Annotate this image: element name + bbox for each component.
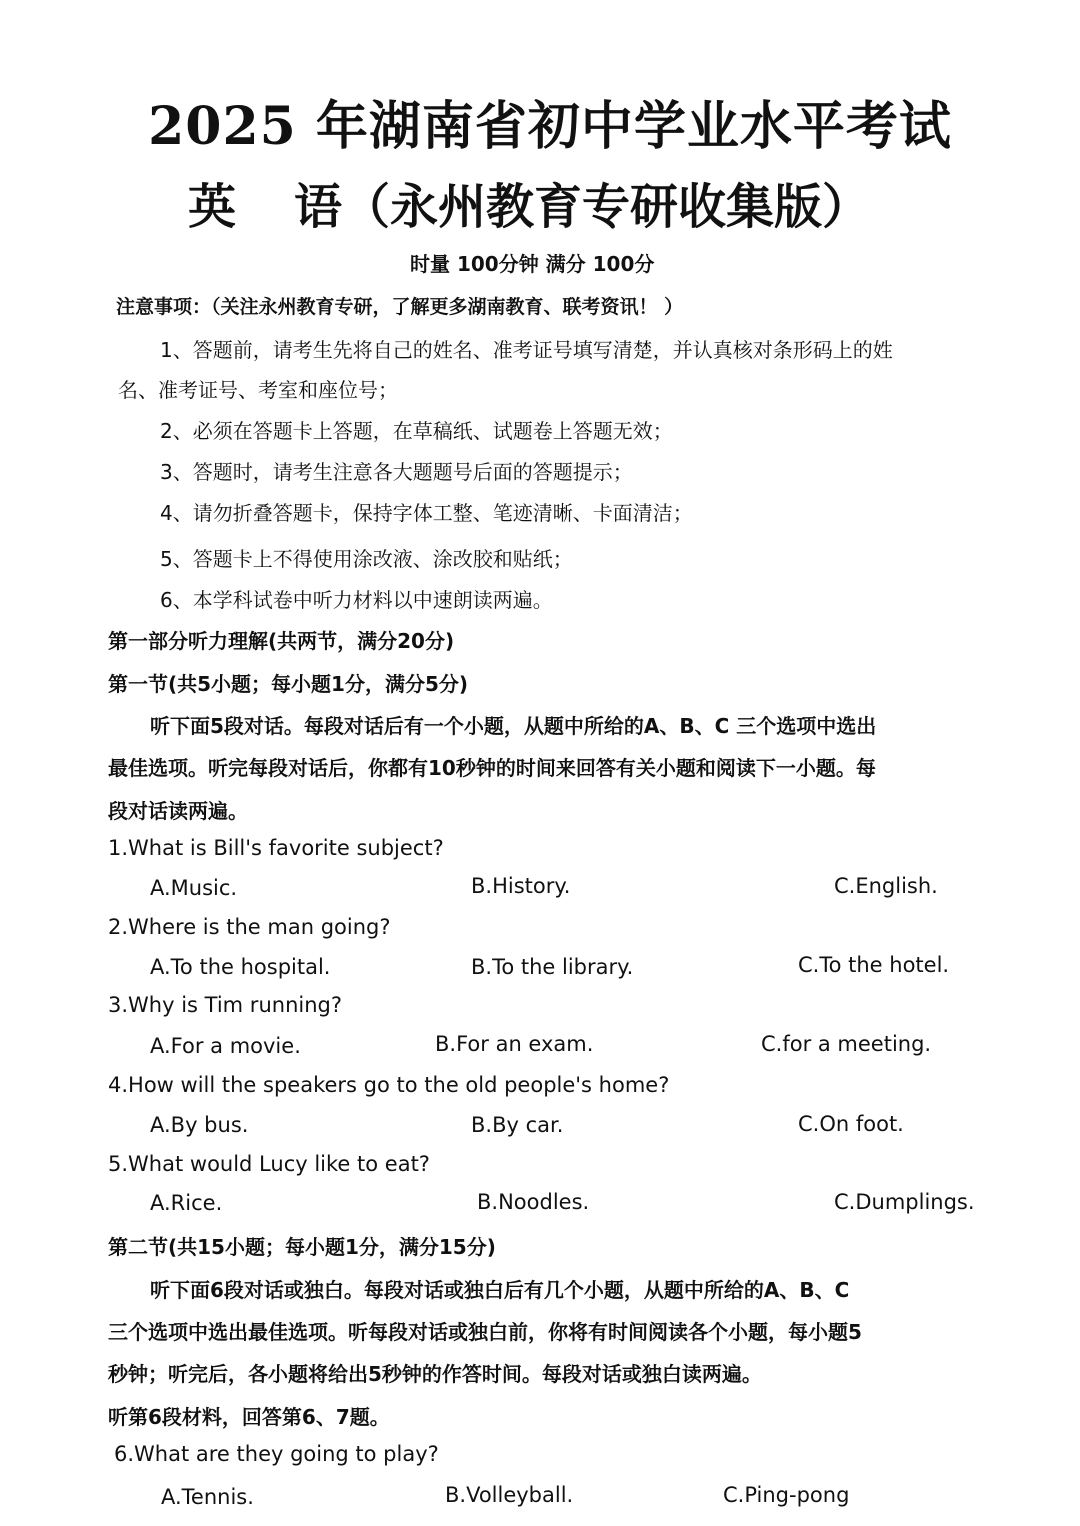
option-c: C.for a meeting. bbox=[761, 1032, 932, 1056]
option-a: A.Music. bbox=[150, 876, 238, 900]
note-item: 3、答题时，请考生注意各大题题号后面的答题提示； bbox=[160, 460, 633, 484]
option-c: C.On foot. bbox=[798, 1112, 904, 1136]
option-c: C.To the hotel. bbox=[798, 953, 950, 977]
subject-edition: 语（永州教育专研收集版） bbox=[294, 179, 871, 235]
note-item: 4、请勿折叠答题卡，保持字体工整、笔迹清晰、卡面清洁； bbox=[160, 501, 693, 525]
exam-title: 2025 年湖南省初中学业水平考试 bbox=[148, 96, 952, 157]
option-a: A.To the hospital. bbox=[150, 955, 331, 979]
part1-heading: 第一部分听力理解(共两节，满分20分) bbox=[108, 629, 455, 653]
note-item: 2、必须在答题卡上答题，在草稿纸、试题卷上答题无效； bbox=[160, 419, 673, 443]
section2-heading: 第二节(共15小题；每小题1分，满分15分) bbox=[108, 1235, 496, 1259]
question-5: 5.What would Lucy like to eat? bbox=[108, 1152, 430, 1176]
section1-instructions-line: 段对话读两遍。 bbox=[108, 799, 248, 823]
question-2: 2.Where is the man going? bbox=[108, 915, 391, 939]
option-c: C.Ping-pong bbox=[723, 1483, 850, 1507]
option-a: A.By bus. bbox=[150, 1113, 249, 1137]
option-b: B.History. bbox=[471, 874, 571, 898]
option-b: B.Noodles. bbox=[477, 1190, 590, 1214]
option-b: B.Volleyball. bbox=[445, 1483, 574, 1507]
option-a: A.Tennis. bbox=[161, 1485, 254, 1509]
option-c: C.Dumplings. bbox=[834, 1190, 975, 1214]
note-item: 1、答题前，请考生先将自己的姓名、准考证号填写清楚，并认真核对条形码上的姓 bbox=[160, 338, 893, 362]
subject-char: 英 bbox=[188, 179, 237, 235]
question-3: 3.Why is Tim running? bbox=[108, 993, 342, 1017]
note-item: 名、准考证号、考室和座位号； bbox=[118, 378, 398, 402]
exam-duration: 时量 100分钟 满分 100分 bbox=[410, 252, 655, 276]
section1-instructions-line: 最佳选项。听完每段对话后，你都有10秒钟的时间来回答有关小题和阅读下一小题。每 bbox=[108, 756, 876, 780]
material-6-label: 听第6段材料，回答第6、7题。 bbox=[108, 1405, 390, 1429]
option-a: A.Rice. bbox=[150, 1191, 223, 1215]
section2-instructions-line: 听下面6段对话或独白。每段对话或独白后有几个小题，从题中所给的A、B、C bbox=[150, 1278, 850, 1302]
option-b: B.For an exam. bbox=[435, 1032, 594, 1056]
section2-instructions-line: 三个选项中选出最佳选项。听每段对话或独白前，你将有时间阅读各个小题，每小题5 bbox=[108, 1320, 862, 1344]
question-1: 1.What is Bill's favorite subject? bbox=[108, 836, 444, 860]
option-b: B.By car. bbox=[471, 1113, 564, 1137]
section1-instructions-line: 听下面5段对话。每段对话后有一个小题，从题中所给的A、B、C 三个选项中选出 bbox=[150, 714, 877, 738]
exam-subtitle bbox=[188, 168, 870, 237]
section1-heading: 第一节(共5小题；每小题1分，满分5分) bbox=[108, 672, 469, 696]
option-a: A.For a movie. bbox=[150, 1034, 301, 1058]
section2-instructions-line: 秒钟；听完后，各小题将给出5秒钟的作答时间。每段对话或独白读两遍。 bbox=[108, 1362, 762, 1386]
option-b: B.To the library. bbox=[471, 955, 634, 979]
option-c: C.English. bbox=[834, 874, 938, 898]
question-6: 6.What are they going to play? bbox=[114, 1442, 439, 1466]
note-item: 6、本学科试卷中听力材料以中速朗读两遍。 bbox=[160, 588, 553, 612]
note-item: 5、答题卡上不得使用涂改液、涂改胶和贴纸； bbox=[160, 547, 573, 571]
notes-heading: 注意事项：（关注永州教育专研，了解更多湖南教育、联考资讯！ ） bbox=[116, 296, 684, 318]
question-4: 4.How will the speakers go to the old people's home? bbox=[108, 1073, 670, 1097]
